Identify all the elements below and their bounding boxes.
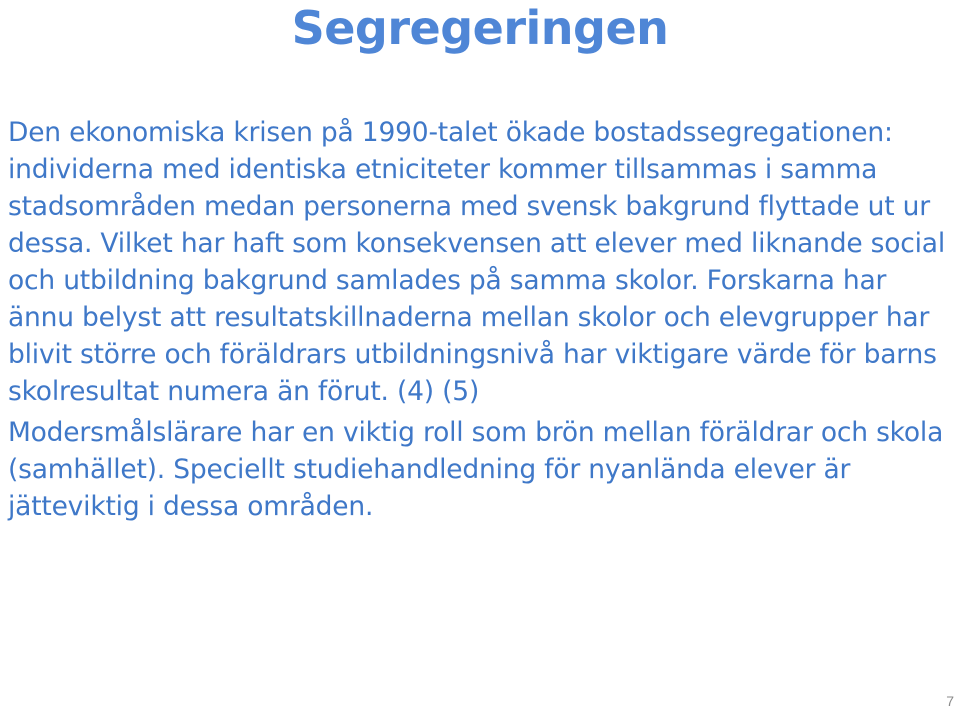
slide-title: Segregeringen	[291, 1, 669, 55]
body-paragraph-1: Den ekonomiska krisen på 1990-talet ökade bostadssegregationen: individerna med identiska etniciteter kommer tillsammas i samma stadsområden medan personerna med svensk bakgrund flyttade ut ur dessa. Vilket har haft som konsekvensen att elever med liknande social och utbildning bakgrund samlades på samma skolor. Forskarna har ännu belyst att resultatskillnaderna mellan skolor och elevgrupper har blivit större och föräldrars utbildningsnivå har viktigare värde för barns skolresultat numera än förut. (4) (5)	[8, 117, 945, 407]
slide-body	[8, 114, 956, 525]
body-paragraph-2: Modersmålslärare har en viktig roll som brön mellan föräldrar och skola (samhället). Speciellt studiehandledning för nyanlända elever är jätteviktig i dessa områden.	[8, 417, 944, 522]
slide-page-number: 7	[946, 693, 954, 709]
